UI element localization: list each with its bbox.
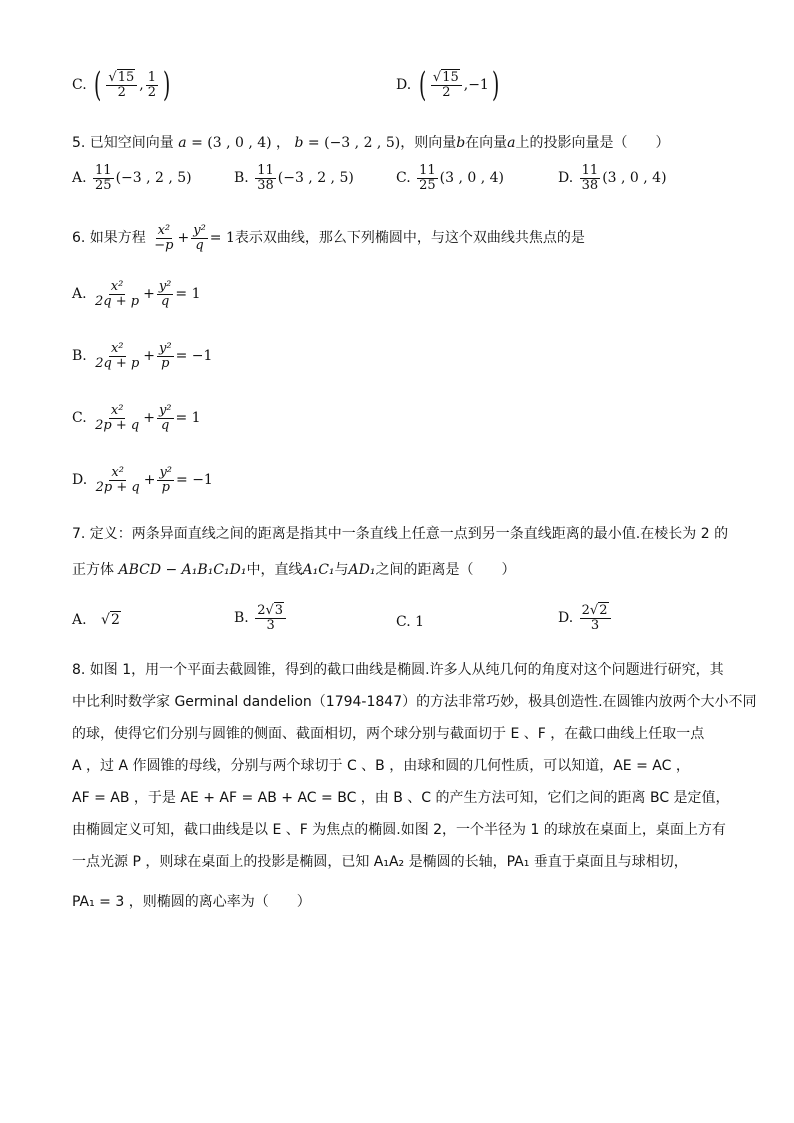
q6-option-label: A. (72, 286, 87, 303)
q5-vec: (3 , 0 , 4) (439, 170, 505, 187)
q5-num: 11 (95, 163, 112, 178)
q5-option-b[interactable] (234, 164, 354, 192)
q7-option-label: D. (558, 610, 574, 627)
q6-option-c[interactable]: C. $\frac{\text{x²}}{2p + q}$ + $\frac{\text{y²}}{q}$ = 1 (72, 403, 201, 433)
q5-option-label: D. (558, 170, 574, 187)
q5-frac (255, 164, 276, 192)
vector-b-value: = (−3 , 2 , 5) (303, 135, 401, 151)
q7-option-c[interactable]: C. 1 (396, 614, 425, 630)
q5-num: 11 (581, 163, 599, 178)
q6-y-num: y² (158, 403, 172, 418)
q8-line: 由椭圆定义可知，截口曲线是以 E 、F 为焦点的椭圆.如图 2，一个半径为 1 的球放在桌面上，桌面上方有 (72, 822, 726, 838)
q6-eq-x (152, 224, 175, 252)
q6-x-num: x² (110, 279, 124, 294)
q7-b-den: 3 (266, 617, 275, 633)
q7-line2 (72, 552, 515, 588)
q4-c-frac1: $\frac{√15}{2}$ (106, 71, 137, 99)
q7-line2-b: 中，直线 (246, 562, 303, 578)
q6-option-label: C. (72, 410, 87, 427)
q6-x-num: x² (111, 465, 124, 480)
left-paren: ( (418, 65, 426, 105)
q5-option-a[interactable] (72, 164, 192, 192)
q7-line1: 7. 定义：两条异面直线之间的距离是指其中一条直线上任意一点到另一条直线距离的最小值.在棱长为 2 的 (72, 526, 729, 542)
q6-option-label: D. (72, 472, 88, 489)
q6-y-den: p (161, 479, 170, 495)
q7-b-coef: 2 (257, 603, 266, 618)
q6-option-d[interactable]: D. $\frac{\text{x²}}{2p + q}$ + $\frac{\text{y²}}{p}$ = −1 (72, 465, 213, 495)
q7-option-d[interactable] (558, 604, 613, 632)
q7-line2-c: 与 (334, 562, 349, 578)
q5-stem-a: 5. 已知空间向量 (72, 135, 174, 151)
q6-eq-y-num: y² (193, 222, 206, 238)
q6-eq-x-den: −p (154, 237, 174, 253)
q4-option-c-label: C. (72, 77, 87, 93)
q5-vec: (−3 , 2 , 5) (277, 170, 354, 187)
q5-stem-d: 上的投影向量是（ ） (515, 135, 670, 151)
q7-cube: ABCD − A₁B₁C₁D₁ (118, 562, 247, 578)
q4-c-den2: 2 (147, 84, 156, 100)
vector-a: a (178, 135, 187, 151)
q7-line-1: A₁C₁ (302, 562, 335, 578)
q6-y-den: p (161, 355, 170, 371)
q6-stem-b: 表示双曲线，那么下列椭圆中，与这个双曲线共焦点的是 (234, 230, 585, 246)
q5-stem-c: 在向量 (465, 135, 508, 151)
q6-eq-y (191, 224, 208, 252)
q7-a-rad: 2 (110, 612, 120, 628)
vector-a-ref: a (507, 135, 516, 151)
q6-option-label: B. (72, 348, 87, 365)
q5-den: 25 (95, 177, 112, 193)
q6-stem: 6. 如果方程 $\frac{\text{x²}}{-p}$ + $\frac{\text{y²}}{q}$ = 1表示双曲线，那么下列椭圆中，与这个双曲线共焦点的是 (72, 222, 585, 253)
q6-eq-rhs: = 1 (209, 230, 235, 246)
q5-frac (580, 164, 601, 192)
q6-y-den: q (160, 293, 170, 309)
q6-option-a[interactable]: A. $\frac{\text{x²}}{2q + p}$ + $\frac{\text{y²}}{q}$ = 1 (72, 279, 201, 309)
q6-x-den: 2p + q (95, 417, 140, 433)
q6-y-frac (157, 280, 174, 308)
q6-x-den: 2q + p (95, 355, 140, 371)
q5-option-c[interactable] (396, 164, 504, 192)
right-paren: ) (491, 65, 500, 105)
q4-option-d[interactable]: D. ( $\frac{√15}{2}$ ,−1) (396, 65, 500, 105)
q7-option-label: B. (234, 610, 249, 627)
q8-line: 一点光源 P ，则球在桌面上的投影是椭圆，已知 A₁A₂ 是椭圆的长轴，PA₁ 垂直于桌面且与球相切， (72, 854, 688, 870)
q8-line: 8. 如图 1，用一个平面去截圆锥，得到的截口曲线是椭圆.许多人从纯几何的角度对这个问题进行研究，其 (72, 662, 724, 678)
vector-a-value: = (3 , 0 , 4) (186, 135, 272, 151)
q6-x-num: x² (110, 403, 124, 418)
q4-c-rad: 15 (117, 69, 135, 85)
q6-y-frac (157, 404, 174, 432)
q5-frac (93, 164, 114, 192)
q7-line2-a: 正方体 (72, 562, 114, 578)
q8-line: 中比利时数学家 Germinal dandelion（1794-1847）的方法非常巧妙，极具创造性.在圆锥内放两个大小不同 (72, 694, 757, 710)
q6-eq-y-den: q (195, 237, 204, 253)
q7-d-rad: 2 (599, 603, 608, 618)
q5-option-label: B. (234, 170, 249, 187)
q7-option-b[interactable] (234, 604, 288, 632)
q6-y-den: q (161, 417, 170, 433)
q5-stem-b: ，则向量 (400, 135, 457, 151)
q8-line: 的球，使得它们分别与圆锥的侧面、截面相切，两个球分别与截面切于 E 、F ，在截口曲线上任取一点 (72, 726, 705, 742)
right-paren: ) (162, 65, 171, 105)
q6-rhs: = 1 (175, 410, 201, 427)
q5-num: 11 (257, 163, 274, 178)
q6-y-frac (157, 466, 174, 494)
q8-line: PA₁ = 3 ，则椭圆的离心率为（ ） (72, 894, 311, 910)
q6-x-frac (93, 404, 141, 432)
q8-line: A ，过 A 作圆锥的母线，分别与两个球切于 C 、B ，由球和圆的几何性质，可以知道，AE = AC ， (72, 758, 690, 774)
q6-x-den: 2p + q (95, 479, 140, 495)
q4-c-frac2 (146, 71, 158, 99)
q4-d-den: 2 (442, 84, 451, 100)
vector-b-ref: b (456, 135, 466, 151)
q4-option-c[interactable]: C. ( $\frac{√15}{2}$ , $\frac{1}{2}$ ) (72, 65, 171, 105)
q6-option-b[interactable]: B. $\frac{\text{x²}}{2q + p}$ + $\frac{\text{y²}}{p}$ = −1 (72, 341, 213, 371)
left-paren: ( (94, 65, 102, 105)
q6-x-den: 2q + p (95, 293, 140, 309)
q4-c-num2: 1 (147, 69, 156, 85)
q4-d-rad: 15 (442, 69, 459, 85)
q7-option-label: A. (72, 612, 87, 628)
q6-y-num: y² (159, 341, 172, 356)
q6-x-frac (94, 466, 142, 494)
q5-frac (417, 164, 438, 192)
q6-x-frac (93, 280, 141, 308)
q5-option-label: C. (396, 170, 411, 187)
q6-y-num: y² (159, 465, 173, 480)
q7-d-den: 3 (590, 617, 600, 633)
q6-stem-a: 6. 如果方程 (72, 230, 146, 246)
q6-rhs: = 1 (175, 286, 201, 303)
q8-line: AF = AB ，于是 AE + AF = AB + AC = BC ，由 B 、C 的产生方法可知，它们之间的距离 BC 是定值， (72, 790, 730, 806)
q5-stem: 5. 已知空间向量 a = (3 , 0 , 4) ， b = (−3 , 2 , 5)，则向量b在向量a上的投影向量是（ ） (72, 135, 670, 151)
q6-y-num: y² (158, 279, 172, 294)
q5-den: 38 (581, 177, 599, 193)
q4-d-frac1: $\frac{√15}{2}$ (431, 71, 462, 99)
q6-eq-x-num: x² (157, 222, 171, 238)
q5-den: 38 (257, 177, 274, 193)
q6-rhs: = −1 (176, 472, 213, 489)
q7-d-frac: $\frac{2√2}{3}$ (580, 604, 611, 632)
q6-y-frac (157, 342, 174, 370)
q6-rhs: = −1 (175, 348, 213, 365)
q4-d-second: −1 (468, 77, 489, 93)
q5-vec: (−3 , 2 , 5) (115, 170, 192, 187)
q7-b-frac: $\frac{2√3}{3}$ (255, 604, 286, 632)
q6-x-frac (93, 342, 141, 370)
q7-line-2: AD₁ (348, 562, 376, 578)
q7-line2-d: 之间的距离是（ ） (375, 562, 516, 578)
vector-b: b (294, 135, 304, 151)
q4-option-d-label: D. (396, 77, 412, 93)
q5-option-label: A. (72, 170, 87, 187)
q5-den: 25 (419, 177, 436, 193)
q7-option-a[interactable]: A. √2 (72, 612, 120, 628)
q5-num: 11 (419, 163, 436, 178)
q7-b-rad: 3 (274, 603, 284, 618)
q6-x-num: x² (110, 341, 124, 356)
q5-option-d[interactable] (558, 164, 667, 192)
q4-c-den: 2 (117, 84, 126, 100)
q7-d-coef: 2 (581, 603, 590, 618)
q5-vec: (3 , 0 , 4) (602, 170, 667, 187)
